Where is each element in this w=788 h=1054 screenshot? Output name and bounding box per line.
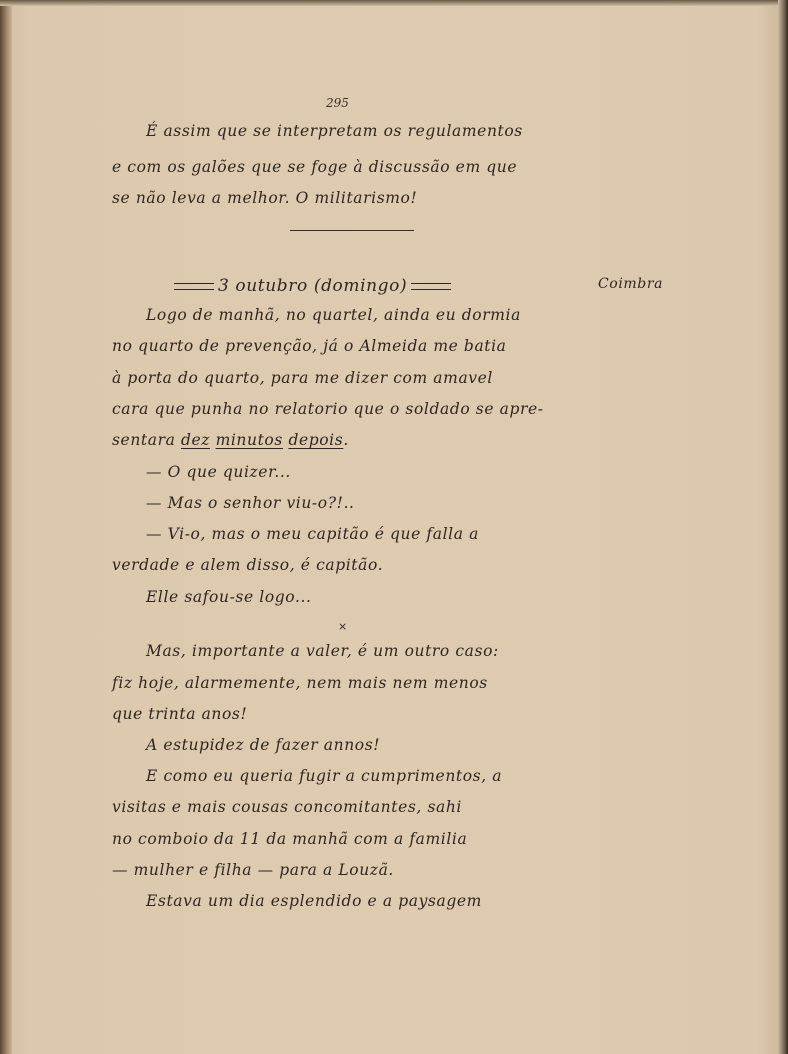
section-divider: [290, 230, 414, 231]
heading-double-rule-left: [174, 283, 214, 290]
margin-note-place: Coimbra: [598, 276, 664, 292]
entry-line: [112, 431, 349, 449]
paragraph3-line: que trinta anos!: [112, 705, 248, 723]
entry-heading: [170, 276, 455, 296]
entry-line5-pre: sentara: [112, 431, 181, 449]
dialogue-line: Elle safou-se logo...: [146, 588, 312, 606]
paragraph3-line: — mulher e filha — para a Louzã.: [112, 861, 394, 879]
underlined-word-depois: depois: [288, 431, 344, 449]
entry-line: Logo de manhã, no quartel, ainda eu dormia: [146, 306, 521, 324]
underlined-word-dez: dez: [180, 431, 211, 449]
underlined-word-minutos: minutos: [215, 431, 283, 449]
paragraph1-line: e com os galões que se foge à discussão em que: [112, 158, 518, 176]
entry-line: cara que punha no relatorio que o soldado se apre-: [112, 400, 544, 418]
entry-line: no quarto de prevenção, já o Almeida me batia: [112, 337, 507, 355]
dialogue-line: — O que quizer...: [146, 463, 291, 481]
entry-heading-text: 3 outubro (domingo): [218, 276, 408, 296]
paragraph3-line: E como eu queria fugir a cumprimentos, a: [146, 767, 503, 785]
page-number: 295: [326, 96, 349, 110]
paragraph3-line: no comboio da 11 da manhã com a familia: [112, 830, 468, 848]
heading-double-rule-right: [411, 283, 451, 290]
paragraph1-line: É assim que se interpretam os regulamentos: [146, 122, 523, 140]
book-binding: [0, 0, 12, 1054]
page-right-edge: [778, 0, 788, 1054]
paragraph3-line: Mas, importante a valer, é um outro caso:: [146, 642, 499, 660]
page-top-edge: [0, 0, 788, 6]
dialogue-line: — Mas o senhor viu-o?!..: [146, 494, 355, 512]
paragraph3-line: visitas e mais cousas concomitantes, sahi: [112, 798, 462, 816]
paragraph3-line: fiz hoje, alarmemente, nem mais nem menos: [112, 674, 488, 692]
separator-mark: ×: [338, 620, 348, 633]
dialogue-line: verdade e alem disso, é capitão.: [112, 556, 384, 574]
dialogue-line: — Vi-o, mas o meu capitão é que falla a: [146, 525, 479, 543]
paragraph3-line: Estava um dia esplendido e a paysagem: [146, 892, 482, 910]
entry-line: à porta do quarto, para me dizer com amavel: [112, 369, 493, 387]
entry-line5-post: .: [343, 431, 349, 449]
paragraph1-line: se não leva a melhor. O militarismo!: [112, 189, 418, 207]
paragraph3-line: A estupidez de fazer annos!: [146, 736, 381, 754]
